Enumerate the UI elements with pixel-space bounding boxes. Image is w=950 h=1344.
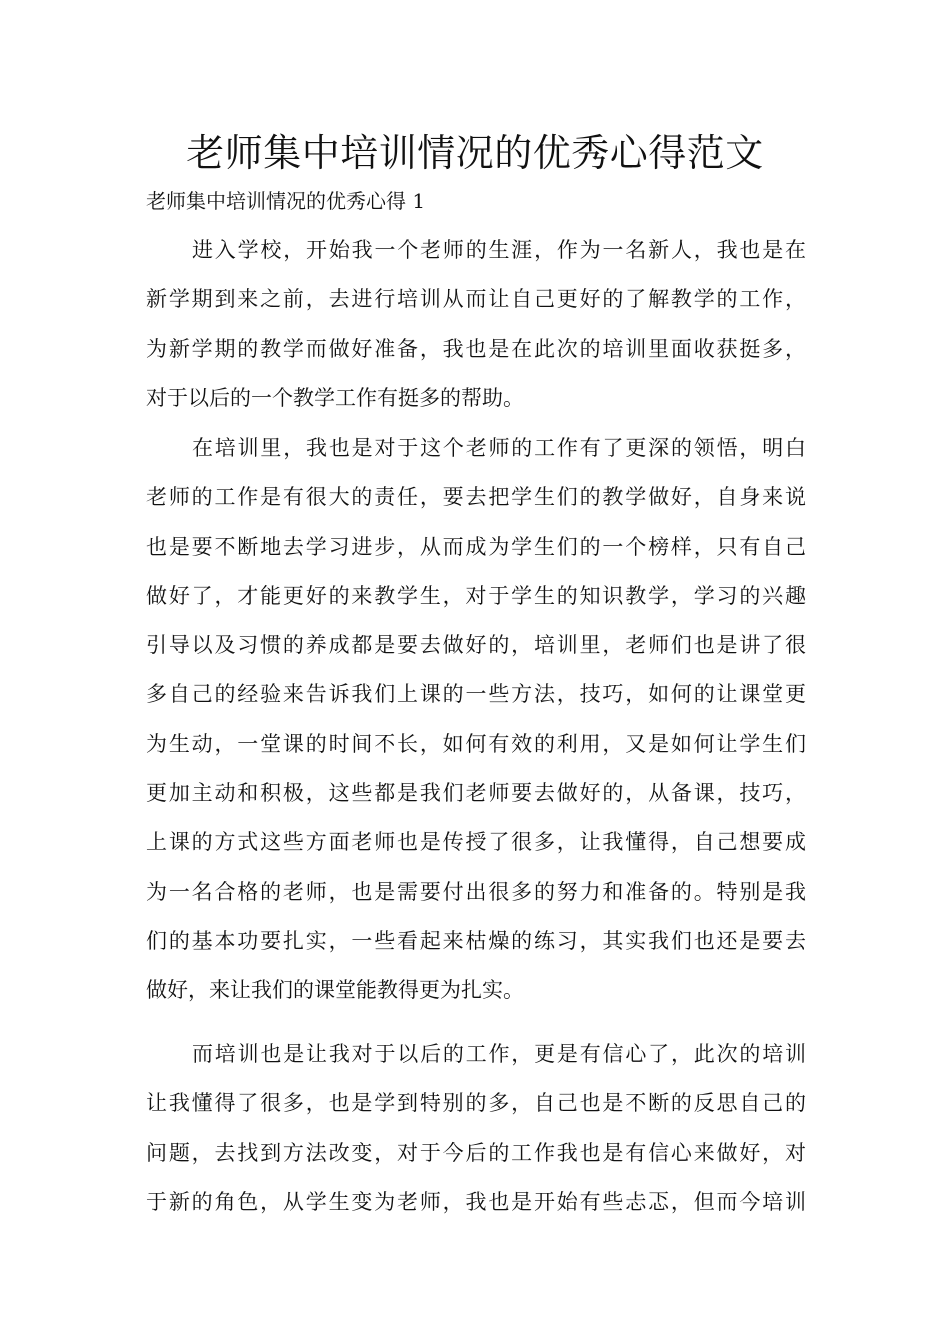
paragraph-line: 而培训也是让我对于以后的工作，更是有信心了，此次的培训 xyxy=(192,1042,806,1066)
paragraph-line: 问题，去找到方法改变，对于今后的工作我也是有信心来做好，对 xyxy=(146,1140,806,1165)
section-subtitle: 老师集中培训情况的优秀心得 1 xyxy=(146,189,426,213)
paragraph-line: 在培训里，我也是对于这个老师的工作有了更深的领悟，明白 xyxy=(192,436,806,460)
paragraph-line: 们的基本功要扎实，一些看起来枯燥的练习，其实我们也还是要去 xyxy=(146,928,806,953)
paragraph-line: 为生动，一堂课的时间不长，如何有效的利用，又是如何让学生们 xyxy=(146,731,806,756)
paragraph-2 xyxy=(146,424,806,1016)
paragraph-line: 于新的角色，从学生变为老师，我也是开始有些忐忑，但而今培训 xyxy=(146,1189,806,1214)
paragraph-line: 做好了，才能更好的来教学生，对于学生的知识教学，学习的兴趣 xyxy=(146,583,806,608)
document-title: 老师集中培训情况的优秀心得范文 xyxy=(186,131,764,175)
paragraph-line: 更加主动和积极，这些都是我们老师要去做好的，从备课，技巧， xyxy=(146,781,806,806)
paragraph-line: 也是要不断地去学习进步，从而成为学生们的一个榜样，只有自己 xyxy=(146,534,806,559)
paragraph-line: 进入学校，开始我一个老师的生涯，作为一名新人，我也是在 xyxy=(192,238,806,262)
paragraph-line: 老师的工作是有很大的责任，要去把学生们的教学做好，自身来说 xyxy=(146,485,806,510)
paragraph-line: 为一名合格的老师，也是需要付出很多的努力和准备的。特别是我 xyxy=(146,879,806,904)
paragraph-line: 多自己的经验来告诉我们上课的一些方法，技巧，如何的让课堂更 xyxy=(146,682,806,707)
paragraph-1 xyxy=(146,226,806,423)
paragraph-line: 对于以后的一个教学工作有挺多的帮助。 xyxy=(146,385,524,410)
paragraph-line: 为新学期的教学而做好准备，我也是在此次的培训里面收获挺多， xyxy=(146,336,806,361)
paragraph-line: 上课的方式这些方面老师也是传授了很多，让我懂得，自己想要成 xyxy=(146,830,806,855)
paragraph-line: 做好，来让我们的课堂能教得更为扎实。 xyxy=(146,978,524,1003)
paragraph-line: 新学期到来之前，去进行培训从而让自己更好的了解教学的工作， xyxy=(146,287,806,312)
paragraph-line: 让我懂得了很多，也是学到特别的多，自己也是不断的反思自己的 xyxy=(146,1091,806,1116)
paragraph-3 xyxy=(146,1030,806,1227)
paragraph-line: 引导以及习惯的养成都是要去做好的，培训里，老师们也是讲了很 xyxy=(146,633,806,658)
